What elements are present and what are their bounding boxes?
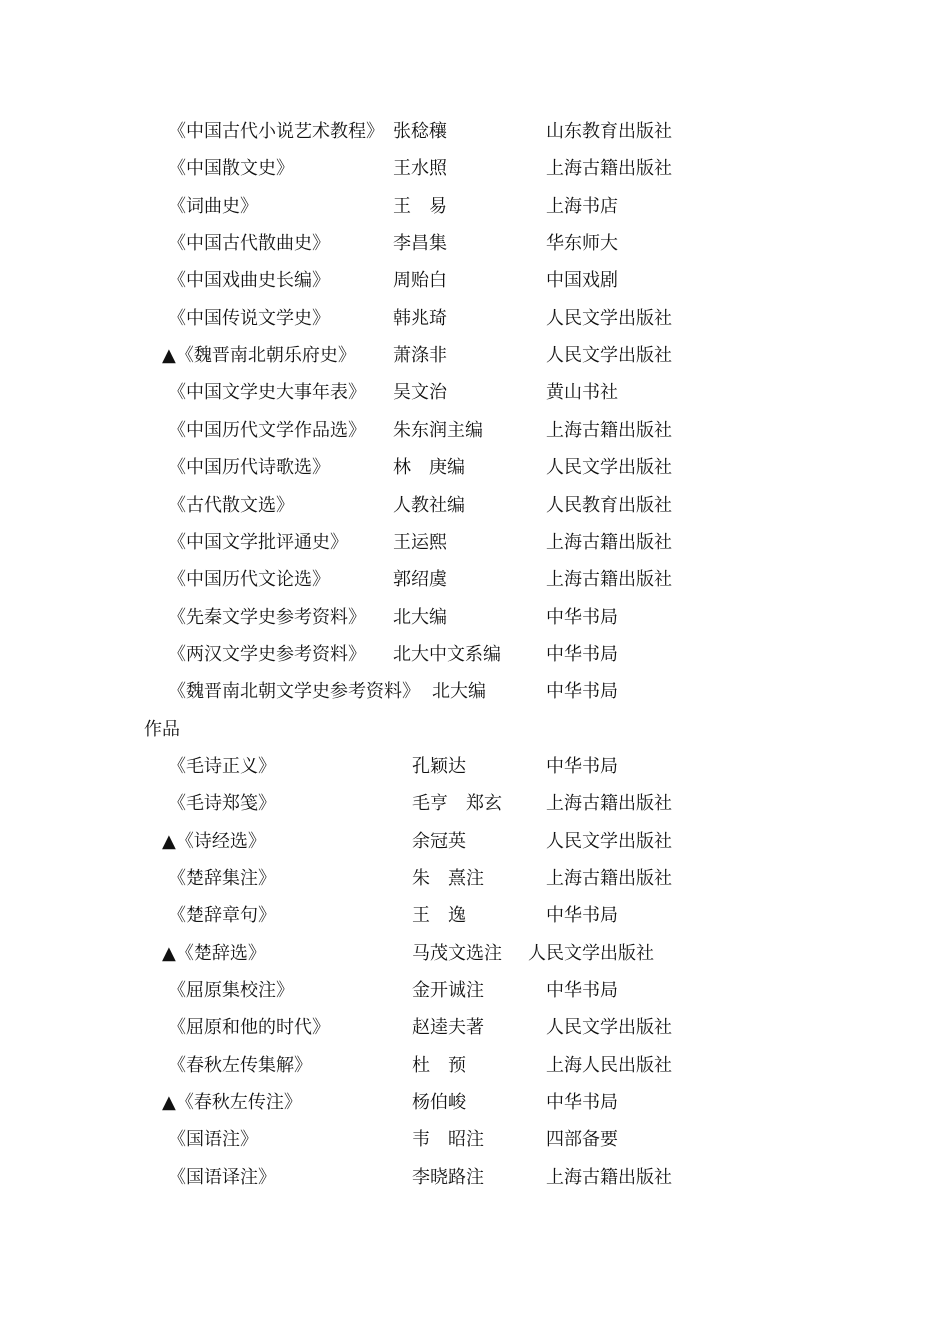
list-item [0, 300, 950, 337]
book-publisher: 中华书局 [546, 1092, 618, 1114]
book-publisher: 人民文学出版社 [546, 457, 672, 479]
book-author: 王水照 [393, 158, 447, 180]
book-title: 《中国历代文学作品选》 [168, 419, 366, 441]
list-item [0, 636, 950, 673]
book-author: 王运熙 [393, 531, 447, 553]
list-item [0, 487, 950, 524]
book-title: 《先秦文学史参考资料》 [168, 606, 366, 628]
book-publisher: 人民文学出版社 [546, 830, 672, 852]
book-publisher: 中华书局 [546, 755, 618, 777]
book-publisher: 上海古籍出版社 [546, 419, 672, 441]
book-title: ▲《魏晋南北朝乐府史》 [162, 345, 356, 367]
book-title: 《魏晋南北朝文学史参考资料》 [168, 681, 420, 703]
book-title: 《楚辞集注》 [168, 868, 276, 889]
book-publisher: 上海古籍出版社 [546, 1166, 672, 1188]
list-item [0, 860, 950, 897]
book-publisher: 人民文学出版社 [546, 345, 672, 367]
book-author: 王 逸 [412, 905, 466, 927]
book-title: 《中国戏曲史长编》 [168, 270, 330, 292]
book-publisher: 中华书局 [546, 606, 618, 628]
book-title: 《词曲史》 [168, 195, 258, 217]
list-item [0, 823, 950, 860]
list-item [0, 599, 950, 636]
book-publisher: 人民文学出版社 [546, 1017, 672, 1039]
book-author: 赵逵夫著 [412, 1017, 484, 1039]
list-item [0, 897, 950, 934]
list-item [0, 673, 950, 710]
book-author: 朱东润主编 [393, 419, 483, 441]
book-author: 余冠英 [412, 830, 466, 852]
list-item [0, 1121, 950, 1158]
list-item [0, 225, 950, 262]
book-title: ▲《诗经选》 [162, 830, 266, 852]
book-title: 《中国古代散曲史》 [168, 233, 330, 255]
book-publisher: 山东教育出版社 [546, 121, 672, 142]
book-title: 《毛诗郑笺》 [168, 793, 276, 815]
list-item [0, 524, 950, 561]
book-publisher: 上海古籍出版社 [546, 793, 672, 815]
book-publisher: 四部备要 [546, 1129, 618, 1151]
book-publisher: 人民文学出版社 [546, 307, 672, 329]
book-author: 马茂文选注 [412, 942, 502, 964]
list-item [0, 748, 950, 785]
book-author: 杜 预 [412, 1054, 466, 1076]
book-title: 《中国文学史大事年表》 [168, 382, 366, 404]
book-publisher: 上海古籍出版社 [546, 868, 672, 889]
book-title: 《中国传说文学史》 [168, 307, 330, 329]
book-title: 《屈原和他的时代》 [168, 1017, 330, 1039]
book-title: 《中国古代小说艺术教程》 [168, 121, 384, 142]
book-publisher: 上海古籍出版社 [546, 531, 672, 553]
book-publisher: 上海书店 [546, 195, 618, 217]
book-title: 《两汉文学史参考资料》 [168, 643, 366, 665]
list-item [0, 1159, 950, 1196]
book-title: 《国语注》 [168, 1129, 258, 1151]
book-title: 《中国历代诗歌选》 [168, 457, 330, 479]
book-publisher: 人民教育出版社 [546, 494, 672, 516]
book-title: ▲《春秋左传注》 [162, 1092, 302, 1114]
book-author: 人教社编 [393, 494, 465, 516]
book-author: 王 易 [393, 195, 447, 217]
book-author: 北大编 [432, 681, 486, 703]
book-author: 韦 昭注 [412, 1129, 484, 1151]
list-item [0, 150, 950, 187]
book-author: 金开诚注 [412, 980, 484, 1002]
list-item [0, 374, 950, 411]
book-title: 《中国历代文论选》 [168, 569, 330, 591]
book-publisher: 华东师大 [546, 233, 618, 255]
list-item [0, 1084, 950, 1121]
book-author: 李昌集 [393, 233, 447, 255]
book-author: 北大编 [393, 606, 447, 628]
book-author: 毛亨 郑玄 [412, 793, 502, 815]
book-publisher: 上海古籍出版社 [546, 569, 672, 591]
book-publisher: 中华书局 [546, 905, 618, 927]
list-item [0, 337, 950, 374]
book-author: 吴文治 [393, 382, 447, 404]
book-title: 《毛诗正义》 [168, 755, 276, 777]
book-title: 《国语译注》 [168, 1166, 276, 1188]
book-title: 《中国散文史》 [168, 158, 294, 180]
list-item [0, 188, 950, 225]
book-author: 郭绍虞 [393, 569, 447, 591]
book-title: ▲《楚辞选》 [162, 942, 266, 964]
book-title: 《春秋左传集解》 [168, 1054, 312, 1076]
book-publisher: 人民文学出版社 [528, 942, 654, 964]
list-item [0, 262, 950, 299]
book-publisher: 上海古籍出版社 [546, 158, 672, 180]
book-author: 杨伯峻 [412, 1092, 466, 1114]
list-item [0, 1047, 950, 1084]
book-title: 《楚辞章句》 [168, 905, 276, 927]
book-author: 周贻白 [393, 270, 447, 292]
list-item [0, 113, 950, 150]
list-item [0, 935, 950, 972]
book-publisher: 中华书局 [546, 681, 618, 703]
book-author: 孔颖达 [412, 755, 466, 777]
book-author: 北大中文系编 [393, 643, 501, 665]
list-item [0, 1009, 950, 1046]
book-author: 韩兆琦 [393, 307, 447, 329]
book-title: 《屈原集校注》 [168, 980, 294, 1002]
book-title: 《古代散文选》 [168, 494, 294, 516]
book-publisher: 中华书局 [546, 643, 618, 665]
book-publisher: 黄山书社 [546, 382, 618, 404]
list-item [0, 412, 950, 449]
book-title: 《中国文学批评通史》 [168, 531, 348, 553]
book-author: 萧涤非 [393, 345, 447, 367]
book-author: 李晓路注 [412, 1166, 484, 1188]
book-author: 朱 熹注 [412, 868, 484, 889]
list-item [0, 972, 950, 1009]
book-author: 林 庚编 [393, 457, 465, 479]
list-item [0, 449, 950, 486]
book-publisher: 中国戏剧 [546, 270, 618, 292]
book-publisher: 上海人民出版社 [546, 1054, 672, 1076]
list-item [0, 785, 950, 822]
section-heading: 作品 [144, 718, 180, 740]
list-item [0, 561, 950, 598]
book-author: 张稔穰 [393, 121, 447, 142]
book-publisher: 中华书局 [546, 980, 618, 1002]
